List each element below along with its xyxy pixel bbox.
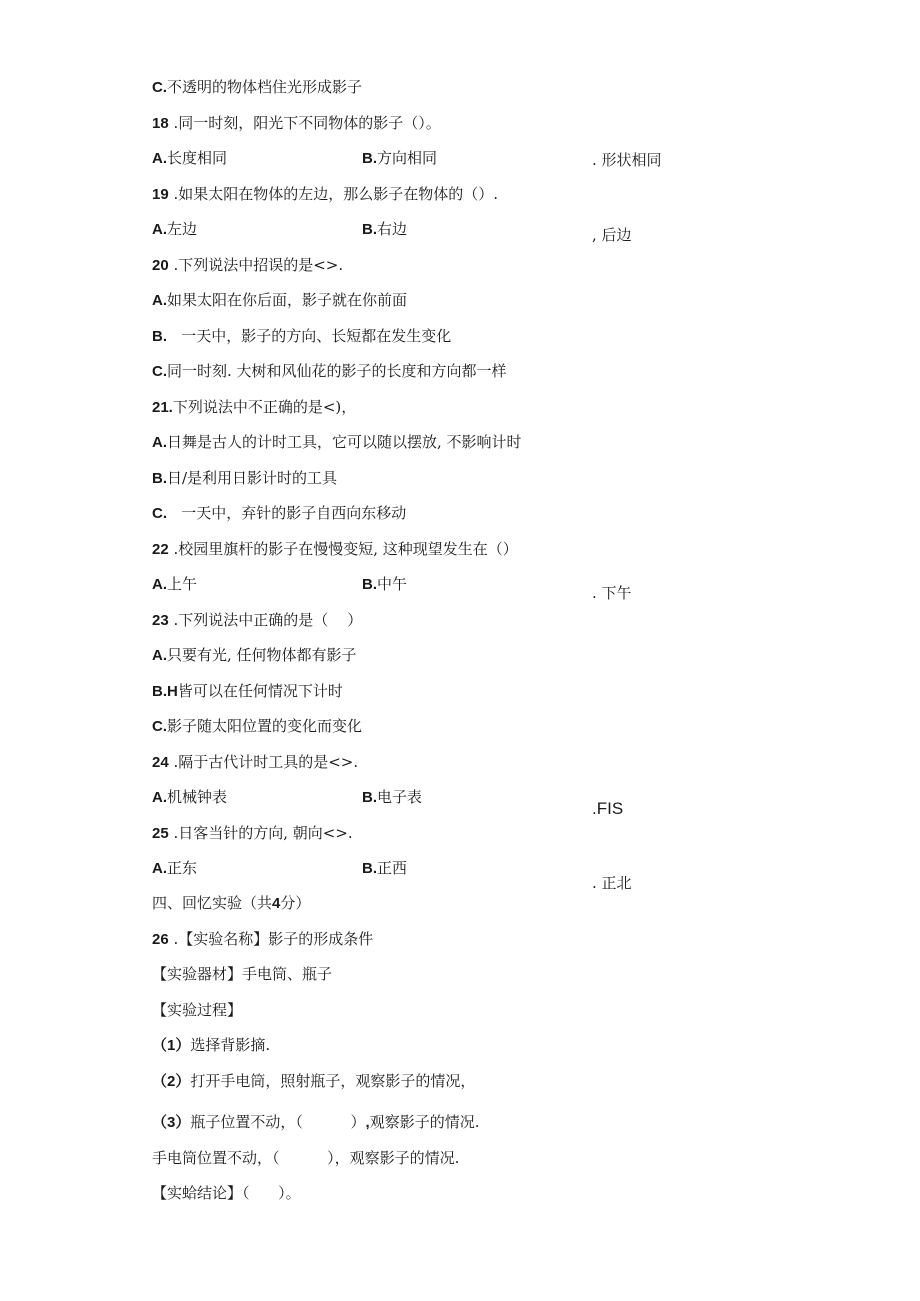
q23-option-c xyxy=(152,716,362,737)
experiment-conclusion: 【实蛤结论】（ ）。 xyxy=(152,1184,301,1202)
question-number: 23 xyxy=(152,612,169,629)
option-text: 一天中，影子的方向、长短都在发生变化 xyxy=(167,327,452,345)
question-number: 19 xyxy=(152,186,169,203)
option-text: 同一时刻. 大树和风仙花的影子的长度和方向都一样 xyxy=(167,362,507,380)
experiment-materials: 【实验器材】手电筒、瓶子 xyxy=(152,965,333,983)
q23-option-a xyxy=(152,645,357,666)
q20-option-b xyxy=(152,326,451,347)
option-text: 电子表 xyxy=(377,788,423,806)
option-text: 皆可以在任何情况下计时 xyxy=(177,682,343,700)
step-number: （3） xyxy=(152,1114,191,1131)
option-text: 长度相同 xyxy=(167,149,228,167)
question-25 xyxy=(152,823,353,844)
option-text: 右边 xyxy=(377,220,408,238)
q25-option-a xyxy=(152,858,197,879)
question-number: 22 xyxy=(152,541,169,558)
option-key: B. xyxy=(362,150,377,167)
option-text: 正西 xyxy=(377,859,408,877)
step-comma: , xyxy=(365,1114,370,1131)
q22-option-c: . 下午 xyxy=(592,584,632,602)
question-21 xyxy=(152,397,356,418)
experiment-step-4: 手电筒位置不动，（ ），观察影子的情况. xyxy=(152,1149,460,1167)
question-text: .下列说法中招误的是<>. xyxy=(168,256,344,274)
option-text: 只要有光, 任何物体都有影子 xyxy=(167,646,357,664)
option-key: C. xyxy=(152,79,167,96)
option-key: B. xyxy=(152,328,167,345)
q20-option-c xyxy=(152,361,507,382)
option-text: 中午 xyxy=(377,575,408,593)
option-text: 日/是利用日影计时的工具 xyxy=(167,469,338,487)
q21-option-c xyxy=(152,503,406,524)
option-key: A. xyxy=(152,150,167,167)
option-key: A. xyxy=(152,576,167,593)
question-number: 24 xyxy=(152,754,169,771)
question-18 xyxy=(152,113,441,134)
q22-option-a xyxy=(152,574,197,595)
q20-option-a xyxy=(152,290,407,311)
q24-option-a xyxy=(152,787,227,808)
question-text: 下列说法中不正确的是<)， xyxy=(172,398,357,416)
q17-option-c xyxy=(152,77,362,98)
option-key: A. xyxy=(152,647,167,664)
q18-option-a xyxy=(152,148,227,169)
option-text: 上午 xyxy=(167,575,198,593)
q24-option-b xyxy=(362,787,422,808)
option-text: 影子随太阳位置的变化而变化 xyxy=(167,717,363,735)
option-text: 一天中，弃针的影子自西向东移动 xyxy=(167,504,407,522)
option-key: B. xyxy=(152,470,167,487)
option-key: C. xyxy=(152,363,167,380)
option-text: 日舞是古人的计时工具，它可以随以摆放, 不影响计时 xyxy=(167,433,522,451)
question-20 xyxy=(152,255,343,276)
q21-option-a xyxy=(152,432,522,453)
option-key: A. xyxy=(152,789,167,806)
section-heading-pre: 四、回忆实验（共 xyxy=(152,894,273,912)
step-number: （1） xyxy=(152,1037,191,1054)
step-text: 瓶子位置不动，（ ） xyxy=(190,1113,366,1131)
experiment-step-1 xyxy=(152,1035,270,1056)
option-text: 不透明的物体档住光形成影子 xyxy=(167,78,363,96)
option-key: B. xyxy=(362,576,377,593)
section-points: 4 xyxy=(272,895,281,912)
question-26 xyxy=(152,929,373,950)
option-key: C. xyxy=(152,718,167,735)
option-key: A. xyxy=(152,292,167,309)
option-key: B. xyxy=(362,789,377,806)
step-text-tail: 观察影子的情况. xyxy=(369,1113,480,1131)
option-key: C. xyxy=(152,505,167,522)
question-text: .如果太阳在物体的左边，那么影子在物体的（）. xyxy=(168,185,498,203)
question-text: .同一时刻，阳光下不同物体的影子（）。 xyxy=(168,114,441,132)
experiment-process-title: 【实验过程】 xyxy=(152,1001,243,1019)
option-key: A. xyxy=(152,221,167,238)
option-key: B. xyxy=(362,860,377,877)
question-number: 25 xyxy=(152,825,169,842)
q18-option-b xyxy=(362,148,437,169)
question-text: .日客当针的方向, 朝向<>. xyxy=(168,824,353,842)
q25-option-c: . 正北 xyxy=(592,874,632,892)
option-key: B.H xyxy=(152,683,178,700)
section-heading xyxy=(152,893,310,914)
question-22 xyxy=(152,539,518,560)
experiment-step-3 xyxy=(152,1112,479,1133)
question-24 xyxy=(152,752,358,773)
q24-option-c: .FIS xyxy=(592,799,624,818)
option-key: A. xyxy=(152,860,167,877)
question-23 xyxy=(152,610,362,631)
q19-option-a xyxy=(152,219,197,240)
question-text: .【实验名称】影子的形成条件 xyxy=(168,930,374,948)
q21-option-b xyxy=(152,468,337,489)
question-number: 21. xyxy=(152,399,173,416)
question-19 xyxy=(152,184,498,205)
q25-option-b xyxy=(362,858,407,879)
option-text: 正东 xyxy=(167,859,198,877)
step-number: （2） xyxy=(152,1073,191,1090)
question-number: 18 xyxy=(152,115,169,132)
section-heading-post: 分） xyxy=(280,894,311,912)
q19-option-c: , 后边 xyxy=(592,226,632,244)
step-text: 选择背影摘. xyxy=(190,1036,271,1054)
step-text: 打开手电筒，照射瓶子，观察影子的情况， xyxy=(190,1072,476,1090)
q19-option-b xyxy=(362,219,407,240)
option-text: 机械钟表 xyxy=(167,788,228,806)
question-text: .校园里旗杆的影子在慢慢变短, 这种现望发生在（） xyxy=(168,540,518,558)
q23-option-b xyxy=(152,681,343,702)
option-key: A. xyxy=(152,434,167,451)
q18-option-c: . 形状相同 xyxy=(592,151,662,169)
question-number: 26 xyxy=(152,931,169,948)
option-key: B. xyxy=(362,221,377,238)
q22-option-b xyxy=(362,574,407,595)
experiment-step-2 xyxy=(152,1071,475,1092)
option-text: 如果太阳在你后面，影子就在你前面 xyxy=(167,291,408,309)
question-text: .隔于古代计时工具的是<>. xyxy=(168,753,359,771)
option-text: 左边 xyxy=(167,220,198,238)
question-text: .下列说法中正确的是（ ） xyxy=(168,611,363,629)
question-number: 20 xyxy=(152,257,169,274)
option-text: 方向相同 xyxy=(377,149,438,167)
